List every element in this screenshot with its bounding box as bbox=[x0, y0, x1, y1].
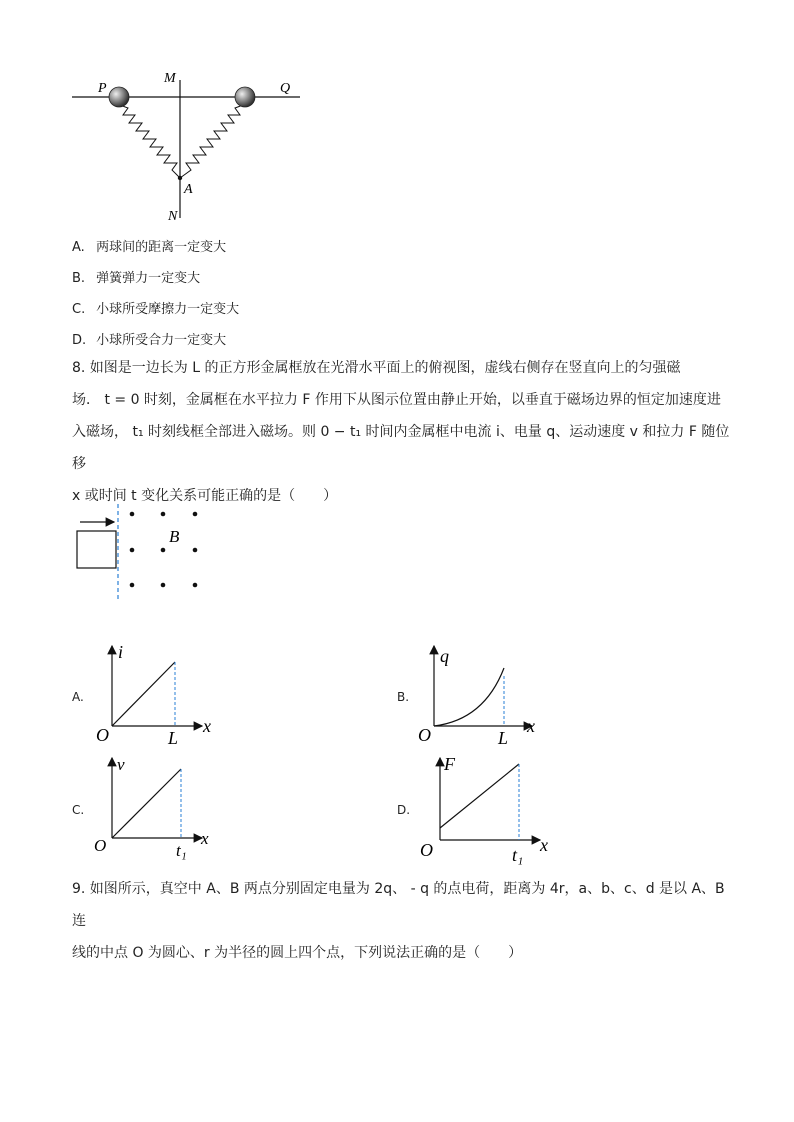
graph-d-x-label: x bbox=[540, 835, 548, 855]
field-dot bbox=[193, 583, 198, 588]
field-dot bbox=[161, 548, 166, 553]
q7-option-a bbox=[72, 236, 226, 255]
graph-c-curve bbox=[112, 769, 181, 838]
square-frame bbox=[77, 531, 116, 568]
graph-c-origin: O bbox=[94, 836, 107, 855]
q8-line-1: 8. 如图是一边长为 L 的正方形金属框放在光滑水平面上的俯视图，虚线右侧存在竖直向上的匀强磁 bbox=[72, 360, 681, 376]
option-label: C. bbox=[72, 302, 86, 317]
graph-a-mark: L bbox=[168, 728, 179, 748]
ball-q bbox=[235, 87, 255, 107]
label-n: N bbox=[168, 209, 178, 224]
magnetic-field-figure bbox=[70, 502, 220, 602]
field-dot bbox=[161, 583, 166, 588]
label-q: Q bbox=[280, 81, 291, 96]
right-spring bbox=[180, 105, 243, 178]
graph-c-mark: t₁ bbox=[176, 841, 187, 860]
option-text: 两球间的距离一定变大 bbox=[96, 240, 227, 255]
left-spring bbox=[120, 105, 180, 178]
field-dot bbox=[193, 512, 198, 517]
q8-line-2: 场． t = 0 时刻，金属框在水平拉力 F 作用下从图示位置由静止开始，以垂直于磁场边界的恒定加速度进 bbox=[72, 392, 721, 408]
q9-line-2: 线的中点 O 为圆心、r 为半径的圆上四个点，下列说法正确的是（ ） bbox=[72, 945, 523, 961]
q9-line-1: 9. 如图所示，真空中 A、B 两点分别固定电量为 2q、 - q 的点电荷，距离为 4r，a、b、c、d 是以 A、B 连 bbox=[72, 881, 725, 929]
option-label: B. bbox=[72, 271, 86, 286]
option-text: 小球所受合力一定变大 bbox=[96, 333, 227, 348]
option-label: D. bbox=[72, 333, 87, 348]
q7-option-d bbox=[72, 329, 226, 348]
graph-b-curve bbox=[434, 668, 504, 726]
label-p: P bbox=[98, 81, 107, 96]
graph-b-y-label: q bbox=[440, 646, 449, 666]
graph-a-y-label: i bbox=[118, 642, 124, 662]
graph-d-y-label: F bbox=[444, 754, 455, 774]
option-text: 弹簧弹力一定变大 bbox=[96, 271, 201, 286]
field-dots bbox=[130, 512, 198, 588]
question-9-text bbox=[72, 873, 732, 969]
field-dot bbox=[161, 512, 166, 517]
field-dot bbox=[130, 512, 135, 517]
graph-d bbox=[412, 752, 562, 867]
graph-a bbox=[90, 640, 230, 750]
graph-a-option: A. bbox=[72, 690, 84, 704]
graph-c-x-label: x bbox=[201, 829, 209, 848]
graph-b-mark: L bbox=[498, 728, 509, 748]
ball-p bbox=[109, 87, 129, 107]
graph-c-y-label: v bbox=[117, 755, 125, 774]
graph-b-origin: O bbox=[418, 725, 431, 745]
graph-b bbox=[412, 640, 552, 750]
graph-c-option: C. bbox=[72, 803, 85, 817]
q8-line-3: 入磁场， t₁ 时刻线框全部进入磁场。则 0 − t₁ 时间内金属框中电流 i、电量 q、运动速度 v 和拉力 F 随位移 bbox=[72, 424, 730, 472]
field-dot bbox=[130, 583, 135, 588]
field-dot bbox=[130, 548, 135, 553]
question-8-text bbox=[72, 352, 732, 512]
option-text: 小球所受摩擦力一定变大 bbox=[96, 302, 240, 317]
graph-c bbox=[90, 752, 230, 864]
option-label: A. bbox=[72, 240, 85, 255]
graph-d-option: D. bbox=[397, 803, 411, 817]
point-a bbox=[178, 176, 182, 180]
graph-d-mark: t₁ bbox=[512, 845, 524, 865]
graph-b-x-label: x bbox=[527, 716, 535, 736]
graph-d-origin: O bbox=[420, 840, 433, 860]
graph-a-curve bbox=[112, 662, 175, 726]
graph-b-option: B. bbox=[397, 690, 410, 704]
spring-ball-figure bbox=[60, 60, 310, 230]
graph-a-x-label: x bbox=[203, 716, 211, 736]
label-m: M bbox=[164, 71, 176, 86]
label-a: A bbox=[184, 182, 193, 197]
q7-option-c bbox=[72, 298, 239, 317]
q7-option-b bbox=[72, 267, 200, 286]
q8-line-4: x 或时间 t 变化关系可能正确的是（ ） bbox=[72, 488, 338, 504]
field-dot bbox=[193, 548, 198, 553]
graph-a-origin: O bbox=[96, 725, 109, 745]
field-label: B bbox=[169, 527, 180, 546]
